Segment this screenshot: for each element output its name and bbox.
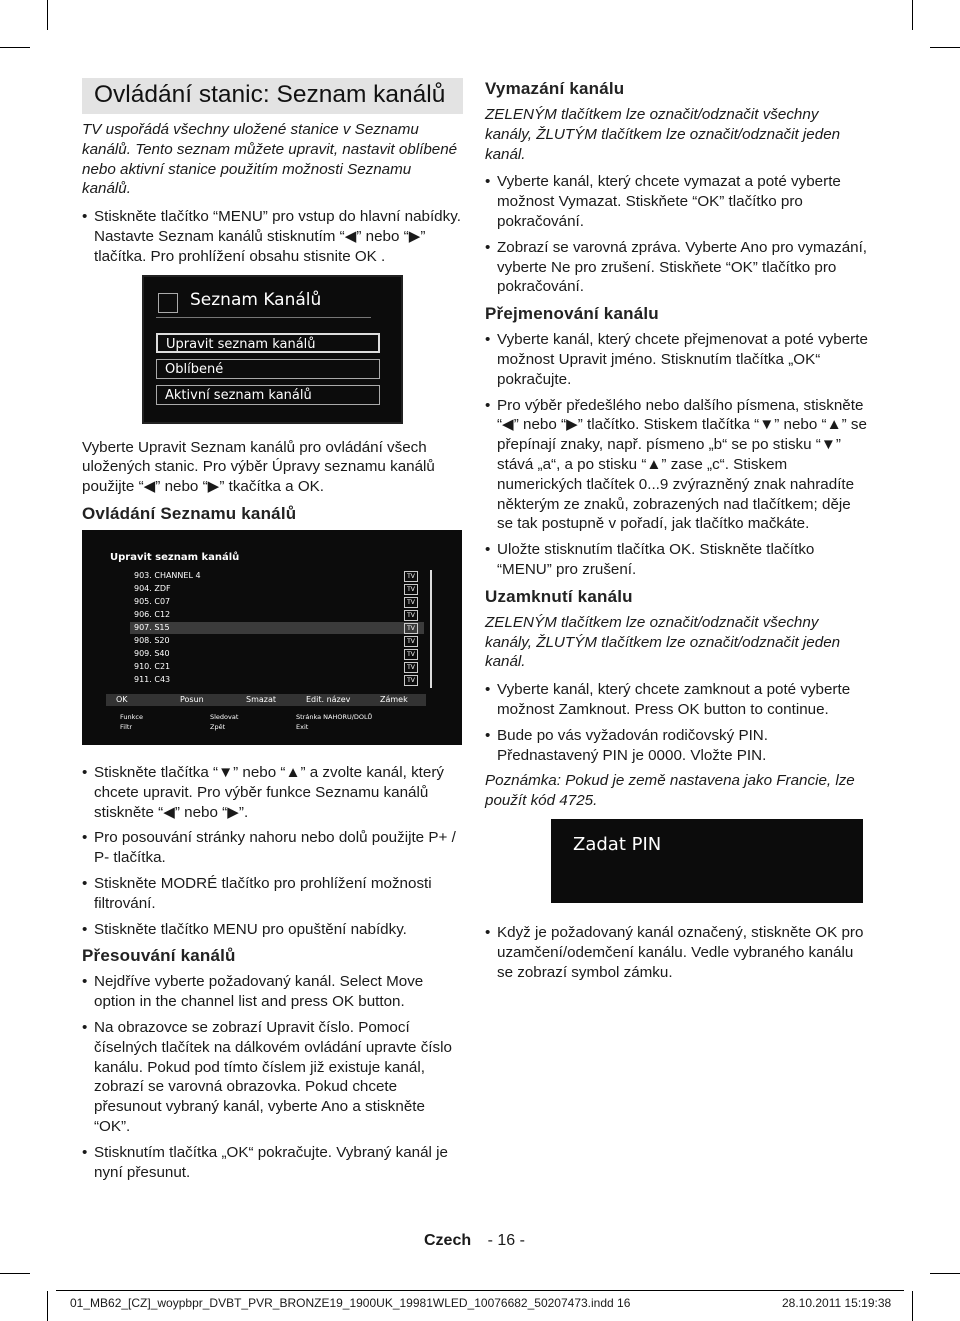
crop-mark: [47, 0, 48, 30]
function-delete: Smazat: [246, 694, 277, 704]
crop-mark: [912, 0, 913, 30]
footer-rule: [56, 1290, 904, 1291]
crop-mark: [0, 47, 30, 48]
tv-badge: TV: [404, 623, 418, 634]
list-item: • Pro posouvání stránky nahoru nebo dolů použijte P+ / P- tlačítka.: [82, 828, 463, 868]
list-item: • Vyberte kanál, který chcete vymazat a poté vyberte možnost Vymazat. Stiskňete “OK” tlačítko pro pokračování.: [485, 172, 869, 231]
footer-date: 28.10.2011 15:19:38: [782, 1296, 892, 1310]
bullet-list-rename: [485, 330, 869, 580]
channel-row: 907. S15: [130, 622, 424, 634]
legend-watch: Sledovat: [210, 712, 239, 721]
tv-badge: TV: [404, 636, 418, 647]
lock-note: Poznámka: Pokud je země nastavena jako Francie, lze použít kód 4725.: [485, 772, 855, 810]
channel-list-menu-screenshot: [142, 275, 403, 424]
right-column: [485, 78, 869, 988]
tv-badge: TV: [404, 610, 418, 621]
channel-row: 911. C43: [134, 674, 171, 684]
menu-item-active: Aktivní seznam kanálů: [156, 385, 380, 405]
list-item: • Stiskněte tlačítka “▼” nebo “▲” a zvolte kanál, který chcete upravit. Pro výběr funkce Seznamu kanálů stiskněte “◀” nebo “▶”.: [82, 763, 463, 822]
crop-mark: [0, 1273, 30, 1274]
list-item: • Stiskněte tlačítko MENU pro opuštění nabídky.: [82, 920, 463, 940]
crop-mark: [930, 47, 960, 48]
scrollbar-track: [430, 570, 432, 688]
menu-header: [156, 289, 371, 318]
tv-badge: TV: [404, 571, 418, 582]
list-item: • Vyberte kanál, který chcete zamknout a poté vyberte možnost Zamknout. Press OK button to continue.: [485, 680, 869, 720]
list-item: • Pro výběr předešlého nebo dalšího písmena, stiskněte “◀” nebo “▶” tlačítko. Stiskem tlačítka “▼” nebo “▲” se přepínají znaky, např. písmeno „b“ se po stisku “▼” stává „a“, a po stisku “▲” zase „c“. Stiskem numerických tlačítek 0...9 zvýrazněný znak nahradíte některým ze znaků, zobrazených nad tlačítkem; děje se tak postupně v pořadí, jak tlačítko mačkáte.: [485, 396, 869, 535]
list-item: • Stiskněte MODRÉ tlačítko pro prohlížení možnosti filtrování.: [82, 874, 463, 914]
footer-page: - 16 -: [487, 1232, 525, 1249]
menu-item-edit: Upravit seznam kanálů: [156, 333, 380, 353]
page-number: [424, 1232, 525, 1250]
tv-badge: TV: [404, 662, 418, 673]
legend-filter: Filtr: [120, 722, 133, 731]
list-item: • Vyberte kanál, který chcete přejmenovat a poté vyberte možnost Upravit jméno. Stisknutím tlačítka „OK“ pokračujte.: [485, 330, 869, 389]
bullet-list-delete: [485, 172, 869, 297]
crop-mark: [930, 1273, 960, 1274]
bullet-list-lock: [485, 680, 869, 765]
list-item: • Bude po vás vyžadován rodičovský PIN. Přednastavený PIN je 0000. Vložte PIN.: [485, 726, 869, 766]
function-move: Posun: [180, 694, 204, 704]
bullet-list-control: [82, 763, 463, 939]
menu-title: Seznam Kanálů: [190, 289, 322, 310]
menu-item-favourites: Oblíbené: [156, 359, 380, 379]
function-ok: OK: [116, 694, 128, 704]
function-rename: Edit. název: [306, 694, 351, 704]
channel-row: 909. S40: [134, 648, 170, 658]
footer-filename: 01_MB62_[CZ]_woypbpr_DVBT_PVR_BRONZE19_1900UK_19981WLED_10076682_50207473.indd 16: [70, 1296, 631, 1310]
list-item: • Stisknutím tlačítka „OK“ pokračujte. Vybraný kanál je nyní přesunut.: [82, 1143, 463, 1183]
crop-mark: [47, 1291, 48, 1321]
list-title: Upravit seznam kanálů: [110, 551, 240, 563]
lock-intro: ZELENÝM tlačítkem lze označit/odznačit všechny kanály, ŽLUTÝM tlačítkem lze označit/odznačit jeden kanál.: [485, 613, 841, 671]
list-item: • Nejdříve vyberte požadovaný kanál. Select Move option in the channel list and press OK button.: [82, 972, 463, 1012]
heading-delete: Vymazání kanálu: [485, 79, 625, 98]
list-icon: [158, 293, 178, 313]
channel-row: 908. S20: [134, 635, 170, 645]
bullet-list: [82, 207, 463, 266]
key-legend: [106, 712, 426, 734]
heading-control: Ovládání Seznamu kanálů: [82, 503, 297, 523]
list-item: • Zobrazí se varovná zpráva. Vyberte Ano pro vymazání, vyberte Ne pro zrušení. Stiskňete “OK” tlačítko pro pokračování.: [485, 238, 869, 297]
page-title: Ovládání stanic: Seznam kanálů: [94, 81, 446, 108]
edit-channel-list-screenshot: [82, 530, 462, 745]
tv-badge: TV: [404, 597, 418, 608]
legend-back: Zpět: [210, 722, 226, 731]
legend-exit: Exit: [296, 722, 309, 731]
delete-intro: ZELENÝM tlačítkem lze označit/odznačit všechny kanály, ŽLUTÝM tlačítkem lze označit/odznačit jeden kanál.: [485, 106, 841, 163]
legend-function: Funkce: [120, 712, 143, 721]
list-item: • Když je požadovaný kanál označený, stiskněte OK pro uzamčení/odemčení kanálu. Vedle vybraného kanálu se zobrazí symbol zámku.: [485, 923, 869, 982]
left-column: [82, 78, 463, 1188]
paragraph: Vyberte Upravit Seznam kanálů pro ovládání všech uložených stanic. Pro výběr Úpravy seznamu kanálů použijte “◀” nebo “▶” tkačítka a OK.: [82, 438, 435, 496]
function-bar: [106, 694, 426, 706]
channel-row: 905. C07: [134, 596, 171, 606]
section-title-box: [82, 78, 463, 114]
crop-mark: [912, 1291, 913, 1321]
bullet-list-final: [485, 923, 869, 982]
function-lock: Zámek: [380, 694, 408, 704]
tv-badge: TV: [404, 584, 418, 595]
list-item: • Stiskněte tlačítko “MENU” pro vstup do hlavní nabídky. Nastavte Seznam kanálů stisknutím “◀” nebo “▶” tlačítka. Pro prohlížení obsahu stisnite OK .: [82, 207, 463, 266]
footer-language: Czech: [424, 1232, 472, 1249]
intro-text: TV uspořádá všechny uložené stanice v Seznamu kanálů. Tento seznam můžete upravit, nastavit oblíbené nebo aktivní stanice použitím možnosti Seznamu kanálů.: [82, 121, 458, 198]
channel-row: 904. ZDF: [134, 583, 171, 593]
channel-row: 906. C12: [134, 609, 171, 619]
enter-pin-screenshot: [551, 819, 863, 903]
list-item: • Uložte stisknutím tlačítka OK. Stiskněte tlačítko “MENU” pro zrušení.: [485, 540, 869, 580]
heading-move: Přesouvání kanálů: [82, 946, 236, 966]
heading-lock: Uzamknutí kanálu: [485, 586, 633, 606]
legend-page: Stránka NAHORU/DOLŮ: [296, 712, 373, 721]
tv-badge: TV: [404, 675, 418, 686]
heading-rename: Přejmenování kanálu: [485, 304, 659, 324]
bullet-list-move: [82, 972, 463, 1182]
pin-prompt: Zadat PIN: [573, 833, 662, 855]
channel-row: 903. CHANNEL 4: [134, 570, 201, 580]
tv-badge: TV: [404, 649, 418, 660]
list-item: • Na obrazovce se zobrazí Upravit číslo. Pomocí číselných tlačítek na dálkovém ovládání upravte číslo kanálu. Pokud pod tímto číslem již existuje kanál, zobrazí se varovná obrazovka. Pokud chcete přesunout vybraný kanál, vyberte Ano a stiskněte “OK”.: [82, 1018, 463, 1137]
channel-row: 910. C21: [134, 661, 171, 671]
